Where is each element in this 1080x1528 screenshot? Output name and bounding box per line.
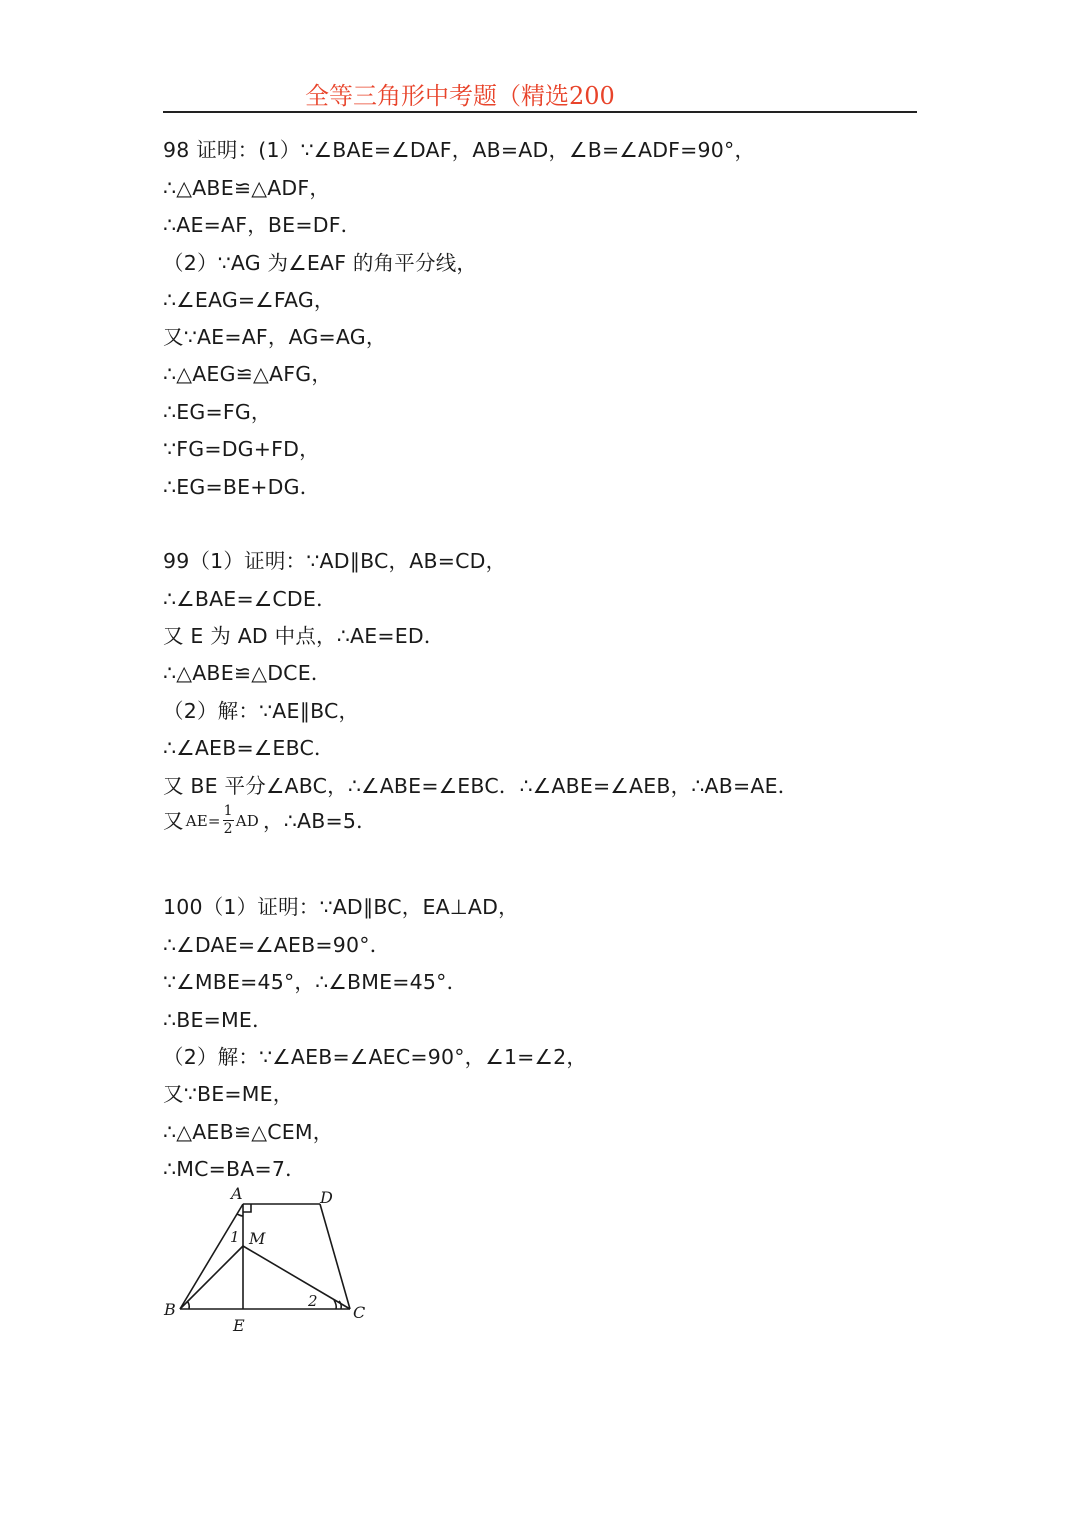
fraction-numerator: 1 — [223, 803, 233, 819]
section100-line-8: ∴MC=BA=7． — [163, 1157, 306, 1181]
label-A: A — [231, 1184, 243, 1203]
section98-line-10: ∴EG=BE+DG． — [163, 475, 321, 499]
fraction-lhs: AE= — [185, 811, 221, 830]
fraction-denominator: 2 — [223, 821, 233, 837]
label-E: E — [233, 1316, 245, 1335]
section98-line-6: 又∵AE=AF，AG=AG， — [163, 325, 387, 349]
section98-line-7: ∴△AEG≌△AFG， — [163, 362, 333, 386]
angle-1-arc — [237, 1214, 243, 1216]
label-M: M — [249, 1229, 266, 1248]
section99-line-2: ∴∠BAE=∠CDE． — [163, 587, 337, 611]
angle-C-arc — [339, 1301, 341, 1309]
label-B: B — [164, 1300, 176, 1319]
section98-line-4: （2）∵AG 为∠EAF 的角平分线， — [163, 251, 478, 275]
section98-line-9: ∵FG=DG+FD， — [163, 437, 320, 461]
fraction-suffix: ，∴AB=5． — [263, 808, 377, 833]
trapezoid-diagram — [158, 1183, 378, 1343]
section99-line-6: ∴∠AEB=∠EBC． — [163, 736, 335, 760]
section99-line-1: 99（1）证明：∵AD∥BC，AB=CD， — [163, 549, 507, 573]
geometry-figure — [158, 1183, 378, 1347]
right-angle-mark — [243, 1204, 251, 1212]
angle-B-arc — [187, 1301, 189, 1309]
fraction-prefix: 又 — [163, 808, 184, 833]
section98-line-3: ∴AE=AF，BE=DF． — [163, 213, 362, 237]
section99-line-5: （2）解：∵AE∥BC， — [163, 699, 360, 723]
header-rule — [163, 111, 917, 113]
section100-line-5: （2）解：∵∠AEB=∠AEC=90°，∠1=∠2， — [163, 1045, 588, 1069]
section99-line-4: ∴△ABE≌△DCE． — [163, 661, 332, 685]
section100-line-4: ∴BE=ME． — [163, 1008, 273, 1032]
section100-line-6: 又∵BE=ME， — [163, 1082, 294, 1106]
section98-line-5: ∴∠EAG=∠FAG， — [163, 288, 335, 312]
section100-line-2: ∴∠DAE=∠AEB=90°． — [163, 933, 391, 957]
section100-line-3: ∵∠MBE=45°，∴∠BME=45°． — [163, 970, 468, 994]
section98-line-8: ∴EG=FG， — [163, 400, 272, 424]
section98-line-2: ∴△ABE≌△ADF， — [163, 176, 331, 200]
section98-line-1: 98 证明：(1）∵∠BAE=∠DAF，AB=AD，∠B=∠ADF=90°， — [163, 138, 756, 162]
fraction — [223, 803, 234, 838]
fraction-rhs: AD — [235, 811, 260, 830]
section100-line-7: ∴△AEB≌△CEM， — [163, 1120, 334, 1144]
label-D: D — [320, 1188, 333, 1207]
section99-line-7: 又 BE 平分∠ABC，∴∠ABE=∠EBC．∴∠ABE=∠AEB，∴AB=AE． — [163, 774, 799, 798]
header-title: 全等三角形中考题（精选200 — [305, 82, 615, 110]
label-angle-2: 2 — [308, 1292, 318, 1310]
fraction-expression — [186, 803, 259, 838]
section100-line-1: 100（1）证明：∵AD∥BC，EA⊥AD， — [163, 895, 519, 919]
label-C: C — [353, 1303, 366, 1322]
section99-line-3: 又 E 为 AD 中点，∴AE=ED． — [163, 624, 445, 648]
section99-line-8 — [163, 803, 377, 838]
label-angle-1: 1 — [230, 1228, 240, 1246]
